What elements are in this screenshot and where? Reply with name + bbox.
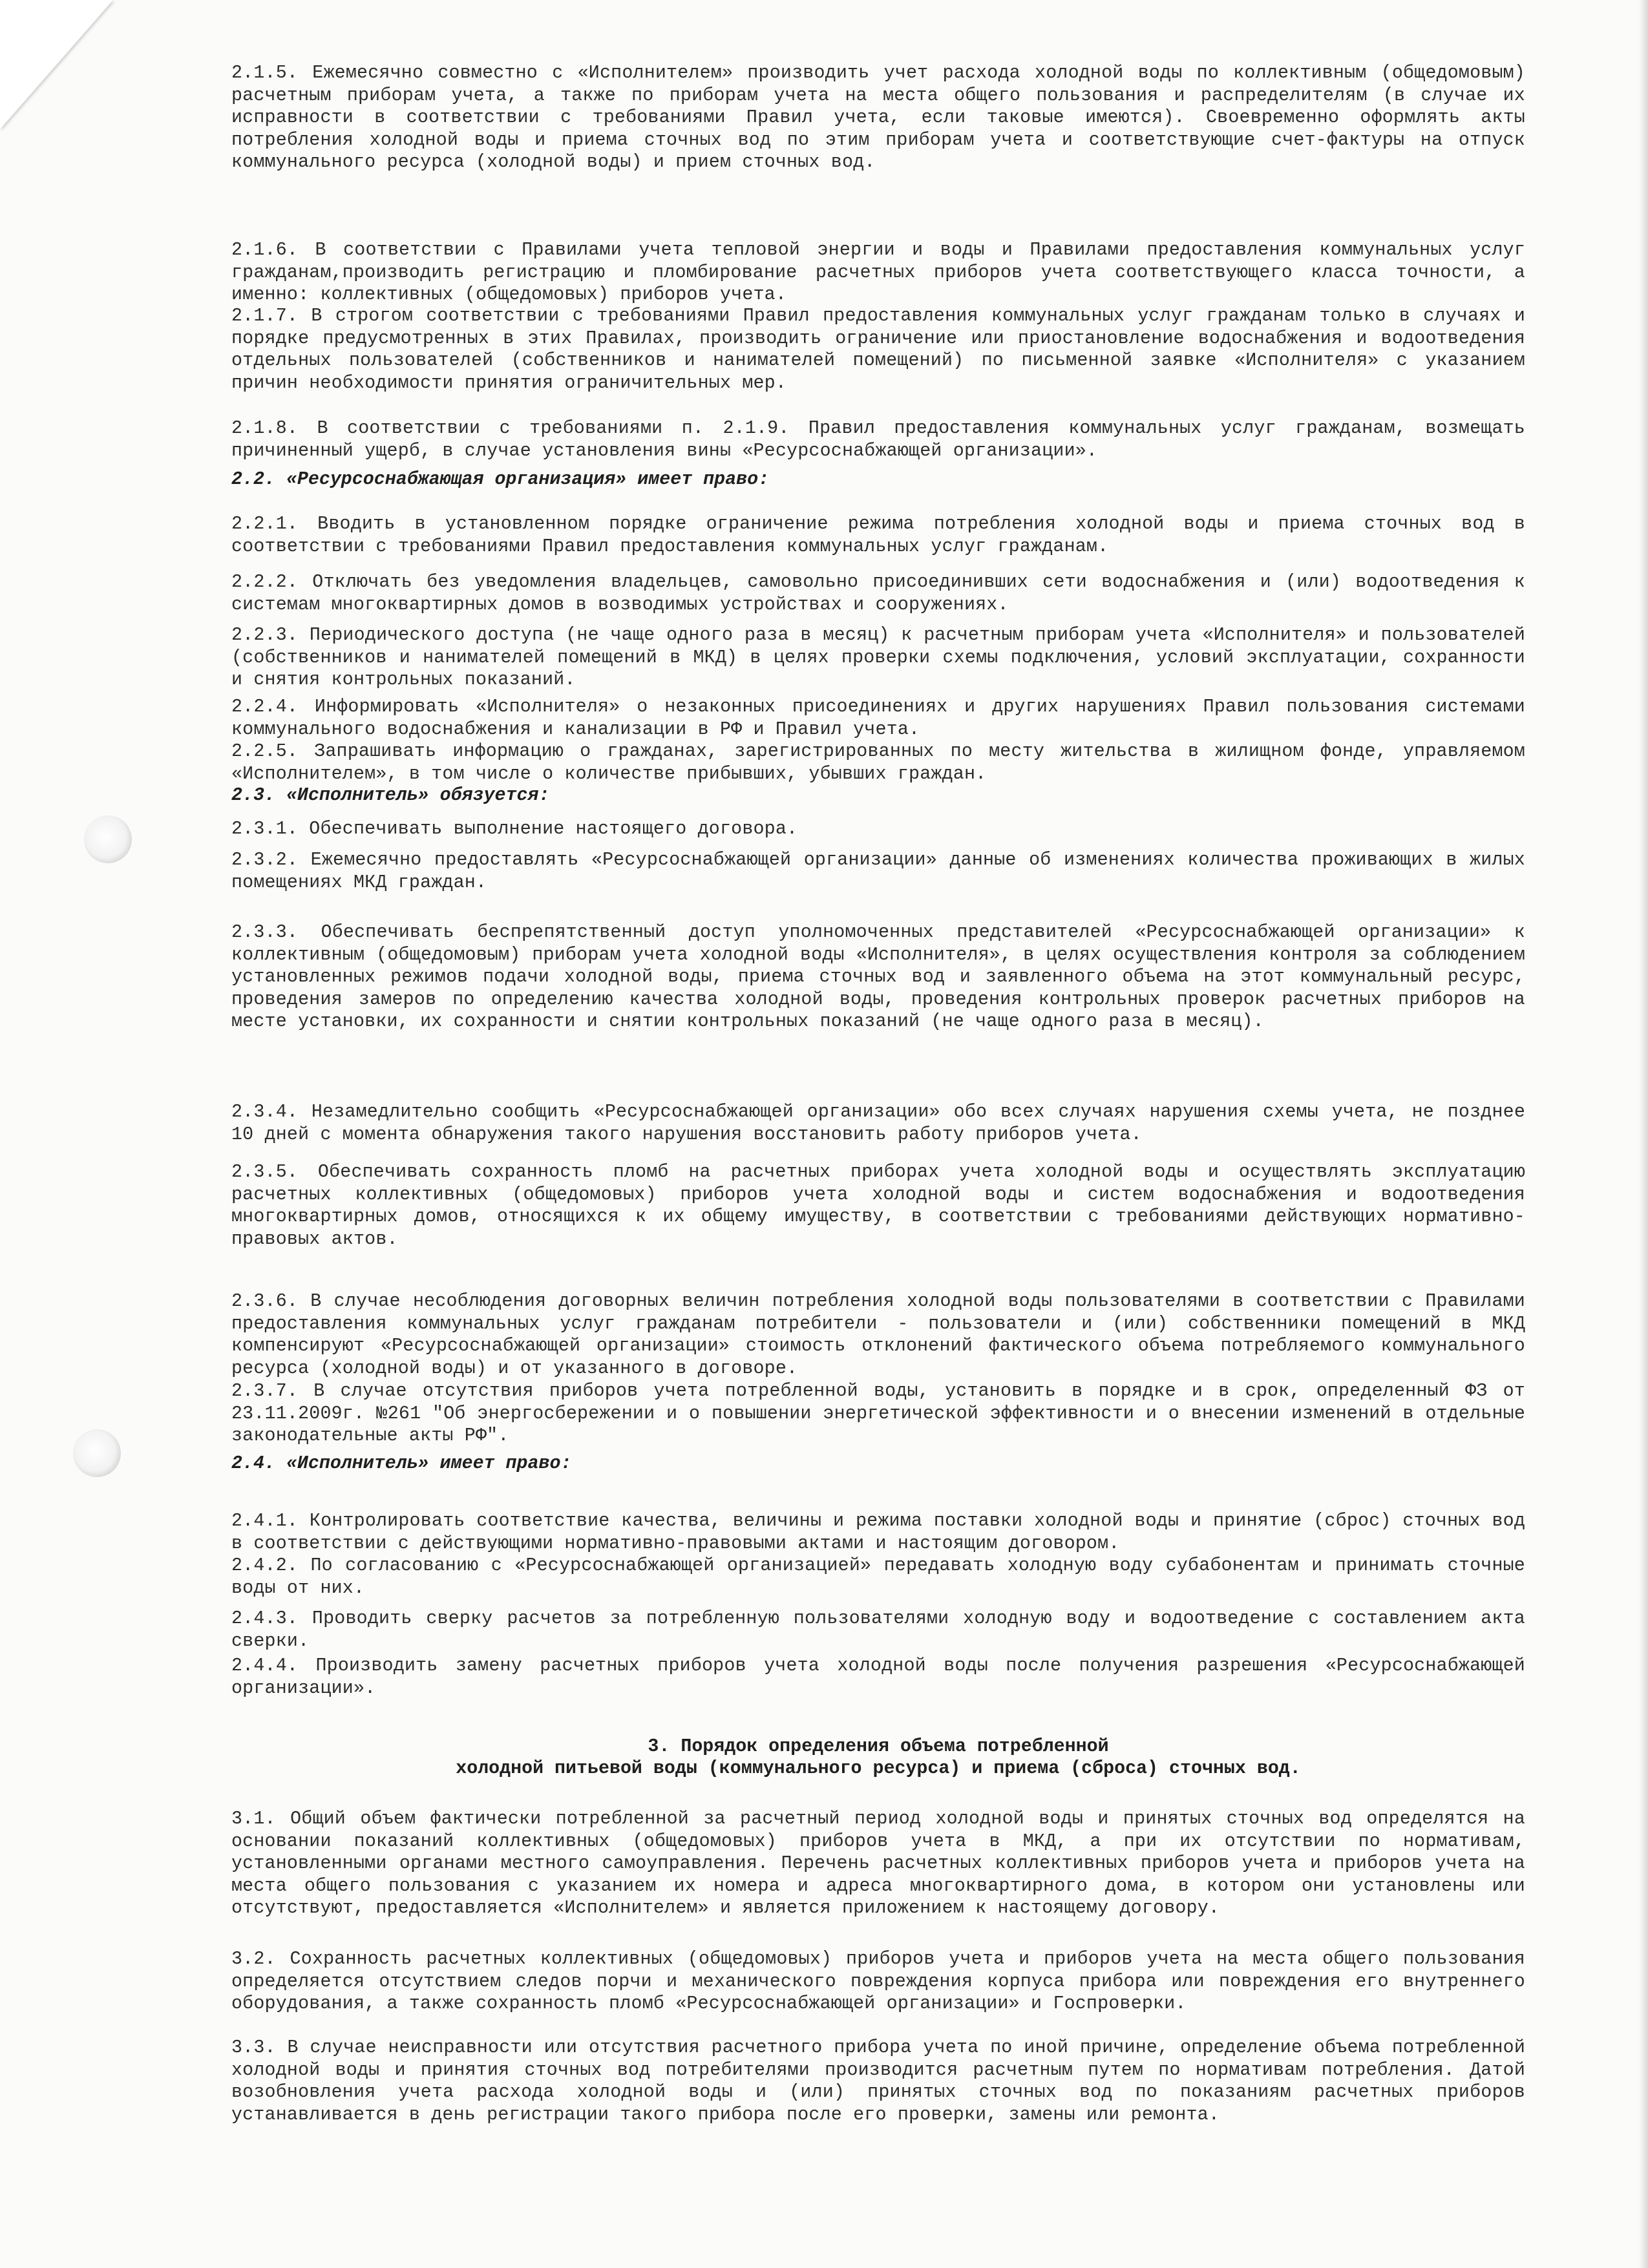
clause-paragraph: 2.2.4. Информировать «Исполнителя» о незаконных присоединениях и других нарушениях Правил пользования системами коммунального водоснабжения и канализации в РФ и Правил учета. — [231, 697, 1525, 740]
clause-paragraph: 2.1.8. В соответствии с требованиями п. 2.1.9. Правил предоставления коммунальных услуг гражданам, возмещать причиненный ущерб, в случае установления вины «Ресурсоснабжающей организации». — [231, 418, 1525, 461]
chapter-title-line: 3. Порядок определения объема потребленной — [648, 1736, 1109, 1757]
clause-paragraph: 2.3.7. В случае отсутствия приборов учета потребленной воды, установить в порядке и в срок, определенный ФЗ от 23.11.2009г. №261 "Об энергосбережении и о повышении энергетической эффективности и о внесении изменений в отдельные законодательные акты РФ". — [231, 1381, 1525, 1446]
clause-paragraph: 2.3.5. Обеспечивать сохранность пломб на расчетных приборах учета холодной воды и осуществлять эксплуатацию расчетных коллективных (общедомовых) приборов учета холодной воды и систем водоснабжения и водоотведения многоквартирных домов, относящихся к их общему имуществу, в соответствии с требованиями действующих нормативно-правовых актов. — [231, 1162, 1525, 1250]
clause-paragraph: 2.1.6. В соответствии с Правилами учета тепловой энергии и воды и Правилами предоставления коммунальных услуг гражданам,производить регистрацию и пломбирование расчетных приборов учета соответствующего класса точности, а именно: коллективных (общедомовых) приборов учета. — [231, 240, 1525, 305]
folded-corner — [0, 0, 113, 129]
clause-paragraph: 2.1.5. Ежемесячно совместно с «Исполнителем» производить учет расхода холодной воды по коллективным (общедомовым) расчетным приборам учета, а также по приборам учета на места общего пользования и распределителям (в случае их исправности в соответствии с требованиями Правил учета, если таковые имеются). Своевременно оформлять акты потребления холодной воды и приема сточных вод по этим приборам учета и соответствующие счет-фактуры на отпуск коммунального ресурса (холодной воды) и прием сточных вод. — [231, 63, 1525, 173]
clause-paragraph: 3.1. Общий объем фактически потребленной за расчетный период холодной воды и принятых сточных вод определятся на основании показаний коллективных (общедомовых) приборов учета в МКД, а при их отсутствии по нормативам, установленными органами местного самоуправления. Перечень расчетных коллективных приборов учета и приборов учета на места общего пользования с указанием их номера и адреса многоквартирного дома, в котором они установлены или отсутствуют, предоставляется «Исполнителем» и является приложением к настоящему договору. — [231, 1809, 1525, 1918]
clause-paragraph: 2.2.1. Вводить в установленном порядке ограничение режима потребления холодной воды и приема сточных вод в соответствии с требованиями Правил предоставления коммунальных услуг гражданам. — [231, 514, 1525, 557]
clause-paragraph: 2.2.5. Запрашивать информацию о гражданах, зарегистрированных по месту жительства в жилищном фонде, управляемом «Исполнителем», в том числе о количестве прибывших, убывших граждан. — [231, 741, 1525, 784]
page-edge-shadow — [1639, 0, 1648, 2268]
clause-paragraph: 2.4.4. Производить замену расчетных приборов учета холодной воды после получения разрешения «Ресурсоснабжающей организации». — [231, 1655, 1525, 1699]
punch-hole-upper — [84, 815, 132, 863]
clause-paragraph: 2.4.1. Контролировать соответствие качества, величины и режима поставки холодной воды и принятие (сброс) сточных вод в соответствии с действующими нормативно-правовыми актами и настоящим договором. — [231, 1511, 1525, 1554]
section-heading: 2.4. «Исполнитель» имеет право: — [231, 1453, 572, 1474]
clause-paragraph: 2.3.4. Незамедлительно сообщить «Ресурсоснабжающей организации» обо всех случаях нарушения схемы учета, не позднее 10 дней с момента обнаружения такого нарушения восстановить работу приборов учета. — [231, 1102, 1525, 1145]
chapter-title-line: холодной питьевой воды (коммунального ресурса) и приема (сброса) сточных вод. — [456, 1758, 1301, 1779]
clause-paragraph: 2.1.7. В строгом соответствии с требованиями Правил предоставления коммунальных услуг гражданам только в случаях и порядке предусмотренных в этих Правилах, производить ограничение или приостановление водоснабжения и водоотведения отдельных пользователей (собственников и нанимателей помещений) по письменной заявке «Исполнителя» с указанием причин необходимости принятия ограничительных мер. — [231, 306, 1525, 394]
clause-paragraph: 2.2.2. Отключать без уведомления владельцев, самовольно присоединивших сети водоснабжения и (или) водоотведения к системам многоквартирных домов в возводимых устройствах и сооружениях. — [231, 572, 1525, 615]
clause-paragraph: 2.3.2. Ежемесячно предоставлять «Ресурсоснабжающей организации» данные об изменениях количества проживающих в жилых помещениях МКД граждан. — [231, 850, 1525, 893]
clause-paragraph: 3.3. В случае неисправности или отсутствия расчетного прибора учета по иной причине, определение объема потребленной холодной воды и принятия сточных вод потребителями производится расчетным путем по нормативам потребления. Датой возобновления учета расхода холодной воды и (или) принятых сточных вод по показаниям расчетных приборов устанавливается в день регистрации такого прибора после его проверки, замены или ремонта. — [231, 2037, 1525, 2125]
clause-paragraph: 2.2.3. Периодического доступа (не чаще одного раза в месяц) к расчетным приборам учета «Исполнителя» и пользователей (собственников и нанимателей помещений в МКД) в целях проверки схемы подключения, условий эксплуатации, сохранности и снятия контрольных показаний. — [231, 625, 1525, 690]
section-heading: 2.2. «Ресурсоснабжающая организация» имеет право: — [231, 469, 770, 490]
clause-paragraph: 2.3.3. Обеспечивать беспрепятственный доступ уполномоченных представителей «Ресурсоснабжающей организации» к коллективным (общедомовым) приборам учета холодной воды «Исполнителя», в целях осуществления контроля за соблюдением установленных режимов подачи холодной воды, приема сточных вод и заявленного объема на этот коммунальный ресурс, проведения замеров по определению качества холодной воды, проведения контрольных проверок расчетных приборов на месте установки, их сохранности и снятии контрольных показаний (не чаще одного раза в месяц). — [231, 922, 1525, 1032]
section-heading: 2.3. «Исполнитель» обязуетcя: — [231, 785, 550, 806]
punch-hole-lower — [73, 1429, 121, 1477]
clause-paragraph: 2.3.6. В случае несоблюдения договорных величин потребления холодной воды пользователями в соответствии с Правилами предоставления коммунальных услуг гражданам потребители - пользователи и (или) собственники помещений в МКД компенсируют «Ресурсоснабжающей организации» стоимость отклонений фактического объема потребляемого коммунального ресурса (холодной воды) и от указанного в договоре. — [231, 1291, 1525, 1379]
clause-paragraph: 3.2. Сохранность расчетных коллективных (общедомовых) приборов учета и приборов учета на места общего пользования определяется отсутствием следов порчи и механического повреждения корпуса прибора или повреждения его внутреннего оборудования, а также сохранность пломб «Ресурсоснабжающей организации» и Госпроверки. — [231, 1949, 1525, 2014]
clause-paragraph: 2.4.3. Проводить сверку расчетов за потребленную пользователями холодную воду и водоотведение с составлением акта сверки. — [231, 1608, 1525, 1652]
clause-paragraph: 2.3.1. Обеспечивать выполнение настоящего договора. — [231, 819, 798, 839]
clause-paragraph: 2.4.2. По согласованию с «Ресурсоснабжающей организацией» передавать холодную воду субабонентам и принимать сточные воды от них. — [231, 1555, 1525, 1599]
